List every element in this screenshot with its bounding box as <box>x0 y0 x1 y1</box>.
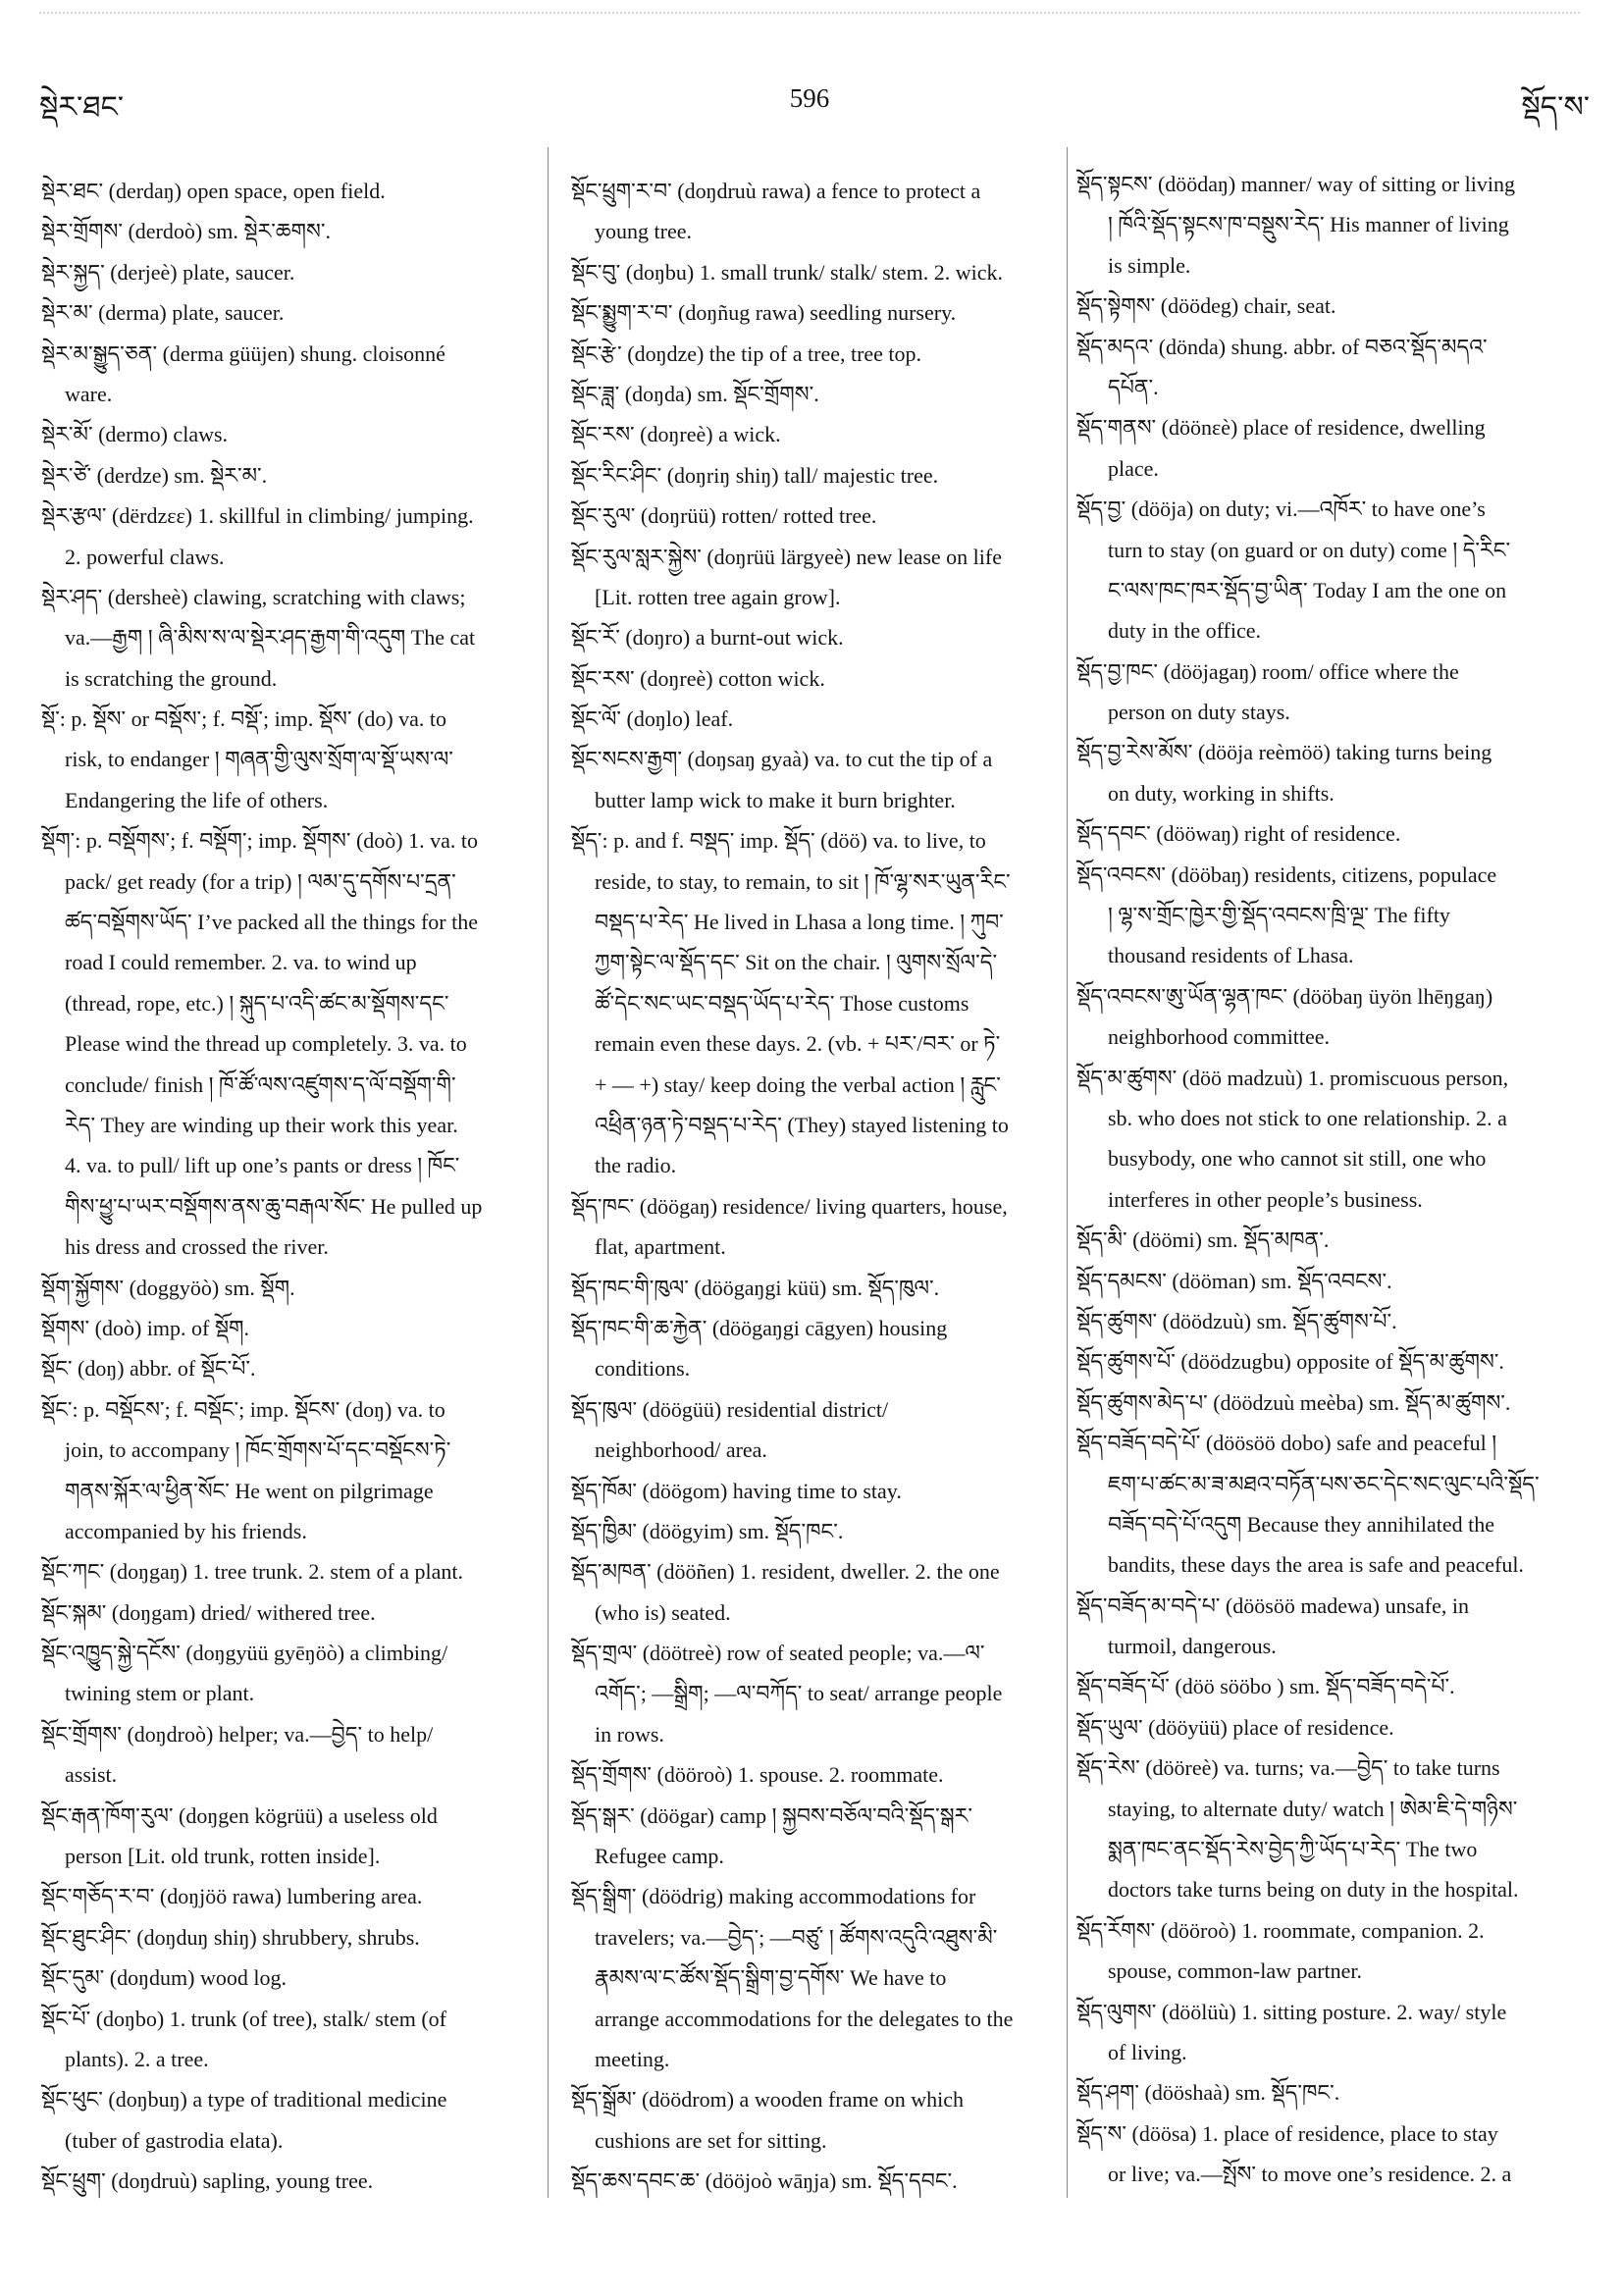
dictionary-entry <box>1076 1261 1585 1301</box>
entry-continuation-line: accompanied by his friends. <box>65 1518 307 1543</box>
entry-continuation-line: sb. who does not stick to one relationship. 2. a <box>1108 1105 1507 1130</box>
dictionary-entry <box>571 1186 1060 1268</box>
entry-headline: སྡེར་མོ་ (dermo) claws. <box>41 422 229 447</box>
column-divider <box>1067 147 1068 2198</box>
column-divider <box>548 147 549 2198</box>
entry-headline: སྡོད་སྒར་ (döögar) camp ། སྐྱབས་བཅོལ་བའི་སྡོད་སྒར་ <box>571 1802 972 1828</box>
entry-headline: སྡོད་རེས་ (dööreè) va. turns; va.—བྱེད་ to take turns <box>1076 1755 1500 1781</box>
entry-headline: སྡོད་རོགས་ (dööroò) 1. roommate, companion. 2. <box>1076 1917 1485 1943</box>
entry-continuation-line: conditions. <box>595 1356 691 1382</box>
entry-continuation-line: cushions are set for sitting. <box>595 2127 827 2153</box>
dictionary-entry <box>1076 489 1585 652</box>
dictionary-entry <box>41 1592 538 1633</box>
entry-headline: སྡོད་ཚུགས་པོ་ (döödzugbu) opposite of སྡོད་མ་ཚུགས་. <box>1076 1349 1504 1375</box>
entry-continuation-line: ། ཁོའི་སྡོད་སྟངས་ཁ་བསྡུས་རེད་ His manner of living <box>1108 212 1509 237</box>
entry-continuation-line: Please wind the thread up completely. 3. va. to <box>65 1031 467 1057</box>
dictionary-entry <box>571 292 1060 333</box>
entry-headline: སྡེར་ཙེ་ (derdze) sm. སྡེར་མ་. <box>41 462 268 488</box>
dictionary-entry <box>1076 407 1585 489</box>
dictionary-entry <box>571 1308 1060 1389</box>
dictionary-entry <box>1076 1301 1585 1341</box>
entry-headline: སྡོང་ཕྲུག་ར་བ་ (doŋdruù rawa) a fence to protect a <box>571 179 981 203</box>
dictionary-entry <box>41 820 538 1267</box>
dictionary-entry <box>571 1633 1060 1754</box>
entry-headline: སྡོད་ཁང་ (döögaŋ) residence/ living quarters, house, <box>571 1193 1008 1219</box>
dictionary-entry <box>571 658 1060 699</box>
entry-continuation-line: plants). 2. a tree. <box>65 2046 209 2071</box>
dictionary-entry <box>571 820 1060 1186</box>
dictionary-entry <box>1076 652 1585 733</box>
dictionary-entry <box>571 455 1060 496</box>
entry-headline: སྡོགས་ (doò) imp. of སྡོག. <box>41 1315 250 1340</box>
entry-headline: སྡོང་ཕྲུག་ (doŋdruù) sapling, young tree. <box>41 2168 374 2194</box>
entry-continuation-line: pack/ get ready (for a trip) ། ལམ་དུ་དགོས་པ་དྲན་ <box>65 868 456 894</box>
dictionary-entry <box>1076 1220 1585 1260</box>
entry-headline: སྡོད་ས་ (döösa) 1. place of residence, place to stay <box>1076 2120 1498 2146</box>
column-1 <box>41 171 538 2212</box>
dictionary-entry <box>571 252 1060 292</box>
entry-continuation-line: ཚོ་དེང་སང་ཡང་བསྡད་ཡོད་པ་རེད་ Those customs <box>595 990 969 1016</box>
dictionary-entry <box>41 1633 538 1714</box>
dictionary-entry <box>41 252 538 292</box>
entry-headline: སྡོང་བུ་ (doŋbu) 1. small trunk/ stalk/ stem. 2. wick. <box>571 259 1003 285</box>
entry-headline: སྡོད་ཚུགས་ (döödzuù) sm. སྡོད་ཚུགས་པོ་. <box>1076 1308 1397 1333</box>
entry-headline: སྡོང་ (doŋ) abbr. of སྡོང་པོ་. <box>41 1356 256 1382</box>
entry-continuation-line: on duty, working in shifts. <box>1108 780 1335 806</box>
dictionary-entry <box>571 1876 1060 2079</box>
dictionary-entry <box>571 1471 1060 1511</box>
entry-headline: སྡོ་: p. སྡོས་ or བསྡོས་; f. བསྡོ་; imp. སྡོས་ (do) va. to <box>41 706 447 732</box>
entry-headline: སྡོང་རུལ་སླར་སྐྱེས་ (doŋrüü lärgyeè) new lease on life <box>571 544 1002 569</box>
entry-headline: སྡོང་རྒན་ཁོག་རུལ་ (doŋgen kögrüü) a useless old <box>41 1802 438 1828</box>
entry-continuation-line: རེད་ They are winding up their work this year. <box>65 1112 458 1137</box>
entry-headline: སྡོང་སངས་རྒྱག་ (doŋsaŋ gyaà) va. to cut the tip of a <box>571 747 993 772</box>
entry-headline: སྡོད་ཤག་ (dööshaà) sm. སྡོད་ཁང་. <box>1076 2080 1340 2106</box>
dictionary-entry <box>571 739 1060 820</box>
entry-headline: སྡོད་གནས་ (döönεè) place of residence, dwelling <box>1076 415 1486 441</box>
entry-headline: སྡེར་རྩལ་ (dërdzεε) 1. skillful in climbing/ jumping. <box>41 503 474 529</box>
entry-continuation-line: join, to accompany ། ཁོང་གྲོགས་པོ་དང་བསྡོངས་ཏེ་ <box>65 1437 451 1463</box>
dictionary-entry <box>571 2161 1060 2201</box>
entry-continuation-line: neighborhood committee. <box>1108 1024 1331 1050</box>
dictionary-entry <box>571 1389 1060 1471</box>
entry-headline: སྡེར་མ་ (derma) plate, saucer. <box>41 300 285 326</box>
entry-continuation-line: doctors take turns being on duty in the hospital. <box>1108 1877 1519 1903</box>
entry-headline: སྡོང་: p. བསྡོངས་; f. བསྡོང་; imp. སྡོངས་ (doŋ) va. to <box>41 1396 445 1422</box>
entry-continuation-line: remain even these days. 2. (vb. + པར་/བར་ or ཏེ་ <box>595 1031 1001 1057</box>
entry-headline: སྡོད་གྲལ་ (döötreè) row of seated people; va.—ལ་ <box>571 1641 985 1666</box>
entry-headline: སྡོང་རིང་ཤིང་ (doŋriŋ shiŋ) tall/ majestic tree. <box>571 462 939 488</box>
running-head-right: སྡོད་ས་ <box>1521 91 1590 124</box>
entry-headline: སྡེར་མ་སྒྱུད་ཅན་ (derma güüjen) shung. cloisonné <box>41 340 445 366</box>
entry-continuation-line: བཟོད་བདེ་པོ་འདུག Because they annihilated the <box>1108 1511 1495 1537</box>
dictionary-entry <box>1076 1586 1585 1667</box>
entry-headline: སྡོད་དབང་ (dööwaŋ) right of residence. <box>1076 821 1401 847</box>
dictionary-entry <box>41 699 538 820</box>
entry-headline: སྡོག་: p. བསྡོགས་; f. བསྡོག་; imp. སྡོགས་ (doò) 1. va. to <box>41 828 479 854</box>
entry-headline: སྡོད་ཚུགས་མེད་པ་ (döödzuù meèba) sm. སྡོད་མ་ཚུགས་. <box>1076 1389 1511 1415</box>
dictionary-entry <box>1076 1748 1585 1910</box>
dictionary-entry <box>571 1754 1060 1795</box>
entry-headline: སྡོད་: p. and f. བསྡད་ imp. སྡོད་ (döö) va. to live, to <box>571 828 986 854</box>
column-3 <box>1076 164 1585 2205</box>
column-2 <box>571 171 1060 2212</box>
entry-continuation-line: གིས་ཕྱུ་པ་ཡར་བསྡོགས་ནས་ཆུ་བརྒལ་སོང་ He pulled up <box>65 1193 483 1219</box>
entry-continuation-line: flat, apartment. <box>595 1234 726 1260</box>
entry-continuation-line: meeting. <box>595 2046 670 2071</box>
entry-headline: སྡོད་ཡུལ་ (dööyüü) place of residence. <box>1076 1714 1394 1740</box>
entry-headline: སྡོག་སྐྱོགས་ (doggyöò) sm. སྡོག. <box>41 1275 295 1300</box>
entry-headline: སྡོད་བྱ་རེས་མོས་ (dööja reèmöö) taking turns being <box>1076 740 1492 765</box>
entry-headline: སྡོང་ཀང་ (doŋgaŋ) 1. tree trunk. 2. stem of a plant. <box>41 1559 464 1585</box>
dictionary-entry <box>571 1796 1060 1877</box>
entry-continuation-line: young tree. <box>595 219 692 244</box>
dictionary-entry <box>571 1268 1060 1308</box>
entry-headline: སྡེར་ཐང་ (derdaŋ) open space, open field. <box>41 179 386 203</box>
entry-headline: སྡོད་སྒྲིག་ (döödrig) making accommodations for <box>571 1884 976 1909</box>
entry-continuation-line: the radio. <box>595 1153 677 1178</box>
dictionary-entry <box>1076 976 1585 1058</box>
entry-headline: སྡོད་མདའ་ (dönda) shung. abbr. of བཅའ་སྡོད་མདའ་ <box>1076 334 1488 359</box>
entry-headline: སྡོད་བཟོད་བདེ་པོ་ (döösöö dobo) safe and peaceful ། <box>1076 1431 1497 1456</box>
entry-continuation-line: assist. <box>65 1762 118 1788</box>
entry-continuation-line: (tuber of gastrodia elata). <box>65 2127 284 2153</box>
dictionary-entry <box>41 496 538 577</box>
dictionary-entry <box>1076 1666 1585 1706</box>
entry-headline: སྡོང་ཟླ་ (doŋda) sm. སྡོང་གྲོགས་. <box>571 381 819 406</box>
running-head-left: སྡེར་ཐང་ <box>39 91 125 124</box>
dictionary-entry <box>1076 286 1585 326</box>
entry-headline: སྡོད་འབངས་ཨུ་ཡོན་ལྷན་ཁང་ (dööbaŋ üyön lhēŋgaŋ) <box>1076 983 1493 1009</box>
entry-continuation-line: ཚད་བསྡོགས་ཡོད་ I’ve packed all the things for the <box>65 910 478 935</box>
dictionary-entry <box>41 1999 538 2080</box>
entry-continuation-line: ཇག་པ་ཚང་མ་ཟ་མཐའ་བཏོན་པས་ཅང་དེང་སང་ལུང་པའི་སྡོད་ <box>1108 1471 1540 1496</box>
entry-continuation-line: thousand residents of Lhasa. <box>1108 943 1354 968</box>
entry-headline: སྡོད་ཁུལ་ (döögüü) residential district/ <box>571 1396 889 1422</box>
dictionary-entry <box>571 699 1060 739</box>
entry-headline: སྡོད་ཆས་དབང་ཆ་ (dööjoò wāŋja) sm. སྡོད་དབང་. <box>571 2168 958 2194</box>
dictionary-entry <box>41 455 538 496</box>
dictionary-entry <box>41 1714 538 1796</box>
entry-continuation-line: or live; va.—སྤོས་ to move one’s residence. 2. a <box>1108 2162 1512 2187</box>
dictionary-entry <box>571 171 1060 252</box>
entry-headline: སྡོད་བཟོད་པོ་ (döö sööbo ) sm. སྡོད་བཟོད་བདེ་པོ་. <box>1076 1674 1455 1699</box>
dictionary-entry <box>41 171 538 211</box>
dictionary-entry <box>571 374 1060 414</box>
dictionary-entry <box>41 1876 538 1916</box>
entry-continuation-line: བསྡད་པ་རེད་ He lived in Lhasa a long time. ། ཀུབ་ <box>595 910 1004 935</box>
dictionary-entry <box>571 496 1060 536</box>
entry-continuation-line: དཔོན་. <box>1108 374 1159 399</box>
entry-continuation-line: [Lit. rotten tree again grow]. <box>595 584 841 609</box>
entry-continuation-line: conclude/ finish ། ཁོ་ཚོ་ལས་འཛུགས་ད་ལོ་བསྡོག་གི་ <box>65 1071 456 1097</box>
dictionary-entry <box>41 292 538 333</box>
dictionary-entry <box>571 2079 1060 2161</box>
dictionary-entry <box>41 1551 538 1592</box>
entry-headline: སྡོང་ཐུང་ཤིང་ (doŋduŋ shiŋ) shrubbery, shrubs. <box>41 1924 420 1950</box>
entry-continuation-line: interferes in other people’s business. <box>1108 1186 1423 1212</box>
dictionary-entry <box>1076 732 1585 813</box>
entry-continuation-line: (thread, rope, etc.) ། སྐུད་པ་འདི་ཚང་མ་སྡོགས་དང་ <box>65 990 449 1016</box>
entry-headline: སྡོད་ལུགས་ (döölüù) 1. sitting posture. 2. way/ style <box>1076 1999 1507 2024</box>
dictionary-entry <box>41 211 538 251</box>
dictionary-entry <box>1076 855 1585 976</box>
entry-continuation-line: ware. <box>65 381 113 406</box>
entry-continuation-line: སྨན་ཁང་ནང་སྡོད་རེས་བྱེད་ཀྱི་ཡོད་པ་རེད་ The two <box>1108 1837 1478 1862</box>
entry-continuation-line: ང་ལས་ཁང་ཁར་སྡོད་བྱ་ཡིན་ Today I am the one on <box>1108 577 1507 602</box>
entry-headline: སྡོད་བྱ་ཁང་ (dööjagaŋ) room/ office where the <box>1076 658 1459 684</box>
entry-headline: སྡོད་ཁང་གི་ཆ་རྐྱེན་ (döögaŋgi cāgyen) housing <box>571 1315 948 1340</box>
page-number: 596 <box>789 83 830 113</box>
entry-continuation-line: 4. va. to pull/ lift up one’s pants or dress ། ཁོང་ <box>65 1153 460 1178</box>
dictionary-entry <box>41 1796 538 1877</box>
entry-continuation-line: risk, to endanger ། གཞན་གྱི་ལུས་སྲོག་ལ་སྡོ་ཡས་ལ་ <box>65 747 453 772</box>
entry-continuation-line: རྣམས་ལ་ང་ཚོས་སྡོད་སྒྲིག་བྱ་དགོས་ We have to <box>595 1965 947 1991</box>
dictionary-entry <box>1076 1383 1585 1423</box>
entry-continuation-line: of living. <box>1108 2039 1187 2064</box>
entry-continuation-line: twining stem or plant. <box>65 1681 255 1706</box>
entry-continuation-line: in rows. <box>595 1721 664 1747</box>
entry-headline: སྡོད་མ་ཚུགས་ (döö madzuù) 1. promiscuous person, <box>1076 1065 1509 1090</box>
entry-continuation-line: staying, to alternate duty/ watch ། ཨེམ་ཇི་དེ་གཉིས་ <box>1108 1796 1518 1821</box>
entry-headline: སྡོང་རས་ (doŋreè) cotton wick. <box>571 665 825 691</box>
entry-headline: སྡོང་སྐམ་ (doŋgam) dried/ withered tree. <box>41 1599 376 1625</box>
entry-continuation-line: spouse, common-law partner. <box>1108 1958 1363 1984</box>
entry-headline: སྡོད་བཟོད་མ་བདེ་པ་ (döösöö madewa) unsafe, in <box>1076 1592 1469 1618</box>
dictionary-entry <box>571 1551 1060 1633</box>
entry-headline: སྡོད་གྲོགས་ (dööroò) 1. spouse. 2. roommate. <box>571 1762 944 1788</box>
dictionary-entry <box>41 1917 538 1957</box>
entry-headline: སྡོད་སྒྲོམ་ (döödrom) a wooden frame on which <box>571 2087 965 2113</box>
entry-headline: སྡོང་འཁྱུད་སྐྱེ་དངོས་ (doŋgyüü gyēŋöò) a climbing/ <box>41 1641 448 1666</box>
entry-headline: སྡོང་རྩེ་ (doŋdze) the tip of a tree, tree top. <box>571 340 922 366</box>
dictionary-entry <box>1076 813 1585 854</box>
dictionary-entry <box>1076 327 1585 408</box>
entry-headline: སྡོང་རུལ་ (doŋrüü) rotten/ rotted tree. <box>571 503 877 529</box>
entry-headline: སྡོད་བྱ་ (dööja) on duty; vi.—འཁོར་ to have one’s <box>1076 496 1486 522</box>
entry-headline: སྡོད་མི་ (döömi) sm. སྡོད་མཁན་. <box>1076 1227 1330 1253</box>
entry-continuation-line: 2. powerful claws. <box>65 544 225 569</box>
dictionary-entry <box>41 1308 538 1348</box>
entry-headline: སྡོད་ཁང་གི་ཁུལ་ (döögaŋgi küü) sm. སྡོད་ཁུལ་. <box>571 1275 940 1300</box>
top-dotted-rule <box>39 12 1580 14</box>
dictionary-entry <box>571 414 1060 454</box>
entry-headline: སྡོད་སྟངས་ (döödaŋ) manner/ way of sitting or living <box>1076 172 1515 196</box>
dictionary-entry <box>1076 1341 1585 1382</box>
entry-continuation-line: travelers; va.—བྱེད་; —བཙུ་ ། ཚོགས་འདུའི་འཐུས་མི་ <box>595 1924 998 1950</box>
dictionary-entry <box>1076 1992 1585 2073</box>
entry-continuation-line: arrange accommodations for the delegates to the <box>595 2006 1014 2031</box>
entry-continuation-line: va.—རྒྱག ། ཞི་མིས་ས་ལ་སྡེར་ཤད་རྒྱག་གི་འདུག The cat <box>65 625 476 651</box>
entry-continuation-line: གནས་སྐོར་ལ་ཕྱིན་སོང་ He went on pilgrimage <box>65 1478 434 1503</box>
entry-headline: སྡོད་སྟེགས་ (döödeg) chair, seat. <box>1076 293 1336 319</box>
entry-headline: སྡོང་རས་ (doŋreè) a wick. <box>571 422 781 447</box>
entry-headline: སྡོང་རོ་ (doŋro) a burnt-out wick. <box>571 625 844 651</box>
dictionary-entry <box>41 2079 538 2161</box>
entry-headline: སྡོང་ལོ་ (doŋlo) leaf. <box>571 706 734 732</box>
entry-continuation-line: reside, to stay, to remain, to sit ། ཁོ་ལྷ་སར་ཡུན་རིང་ <box>595 868 1011 894</box>
dictionary-entry <box>571 617 1060 657</box>
entry-continuation-line: འགོད་; —སྒྲིག; —ལ་བཀོད་ to seat/ arrange people <box>595 1681 1003 1706</box>
entry-continuation-line: his dress and crossed the river. <box>65 1234 329 1260</box>
entry-continuation-line: person [Lit. old trunk, rotten inside]. <box>65 1844 381 1869</box>
entry-headline: སྡོང་གྲོགས་ (doŋdroò) helper; va.—བྱེད་ to help/ <box>41 1721 434 1747</box>
entry-continuation-line: neighborhood/ area. <box>595 1437 767 1463</box>
entry-continuation-line: butter lamp wick to make it burn brighter. <box>595 787 956 812</box>
entry-headline: སྡོང་སྨྱུག་ར་བ་ (doŋñug rawa) seedling nursery. <box>571 300 957 326</box>
entry-headline: སྡོད་ཁྱིམ་ (döögyim) sm. སྡོད་ཁང་. <box>571 1518 844 1543</box>
entry-headline: སྡོད་མཁན་ (dööñen) 1. resident, dweller. 2. the one <box>571 1559 1000 1585</box>
entry-continuation-line: ། ལྷ་ས་གྲོང་ཁྱེར་གྱི་སྡོད་འབངས་ཁྲི་ལྔ་ The fifty <box>1108 903 1450 928</box>
entry-continuation-line: ཀྱག་སྟེང་ལ་སྡོད་དང་ Sit on the chair. ། ལུགས་སྲོལ་དེ་ <box>595 950 998 975</box>
entry-continuation-line: duty in the office. <box>1108 618 1261 644</box>
entry-headline: སྡོང་གཅོད་ར་བ་ (doŋjöö rawa) lumbering area. <box>41 1884 423 1909</box>
entry-continuation-line: busybody, one who cannot sit still, one who <box>1108 1146 1487 1172</box>
dictionary-entry <box>571 1511 1060 1551</box>
dictionary-entry <box>1076 2072 1585 2113</box>
entry-continuation-line: Refugee camp. <box>595 1844 724 1869</box>
dictionary-entry <box>41 2161 538 2201</box>
dictionary-entry <box>41 1957 538 1998</box>
entry-continuation-line: turn to stay (on guard or on duty) come ། དེ་རིང་ <box>1108 537 1511 562</box>
entry-headline: སྡོང་པོ་ (doŋbo) 1. trunk (of tree), stalk/ stem (of <box>41 2006 447 2031</box>
dictionary-entry <box>1076 1910 1585 1992</box>
dictionary-entry <box>1076 2113 1585 2195</box>
entry-continuation-line: འཕྲིན་ཉན་ཏེ་བསྡད་པ་རེད་ (They) stayed listening to <box>595 1112 1009 1137</box>
dictionary-entry <box>41 334 538 415</box>
entry-headline: སྡེར་སྐྱད་ (derjeè) plate, saucer. <box>41 259 295 285</box>
entry-continuation-line: (who is) seated. <box>595 1599 731 1625</box>
dictionary-entry <box>571 537 1060 618</box>
dictionary-entry <box>41 577 538 699</box>
entry-headline: སྡོད་ཁོམ་ (döögom) having time to stay. <box>571 1478 902 1503</box>
entry-continuation-line: person on duty stays. <box>1108 700 1290 725</box>
entry-headline: སྡོང་དུམ་ (doŋdum) wood log. <box>41 1965 287 1991</box>
dictionary-entry <box>41 1389 538 1552</box>
entry-continuation-line: road I could remember. 2. va. to wind up <box>65 950 417 975</box>
entry-continuation-line: bandits, these days the area is safe and peaceful. <box>1108 1552 1524 1578</box>
entry-continuation-line: is scratching the ground. <box>65 665 278 691</box>
entry-continuation-line: turmoil, dangerous. <box>1108 1634 1277 1659</box>
entry-continuation-line: + — +) stay/ keep doing the verbal action ། རླུང་ <box>595 1071 1001 1097</box>
entry-continuation-line: is simple. <box>1108 252 1191 278</box>
entry-headline: སྡེར་ཤད་ (dersheè) clawing, scratching with claws; <box>41 584 466 609</box>
dictionary-entry <box>1076 1058 1585 1221</box>
dictionary-entry <box>41 1268 538 1308</box>
entry-headline: སྡེར་གྲོགས་ (derdoò) sm. སྡེར་ཆགས་. <box>41 219 332 244</box>
entry-headline: སྡོད་དམངས་ (dööman) sm. སྡོད་འབངས་. <box>1076 1268 1392 1293</box>
dictionary-entry <box>571 334 1060 374</box>
dictionary-entry <box>41 1348 538 1388</box>
entry-headline: སྡོང་ཕུང་ (doŋbuŋ) a type of traditional medicine <box>41 2087 447 2113</box>
dictionary-entry <box>41 414 538 454</box>
dictionary-entry <box>1076 164 1585 286</box>
dictionary-entry <box>1076 1707 1585 1748</box>
entry-continuation-line: place. <box>1108 455 1159 481</box>
dictionary-entry <box>1076 1423 1585 1586</box>
entry-headline: སྡོད་འབངས་ (dööbaŋ) residents, citizens, populace <box>1076 861 1497 887</box>
entry-continuation-line: Endangering the life of others. <box>65 787 329 812</box>
